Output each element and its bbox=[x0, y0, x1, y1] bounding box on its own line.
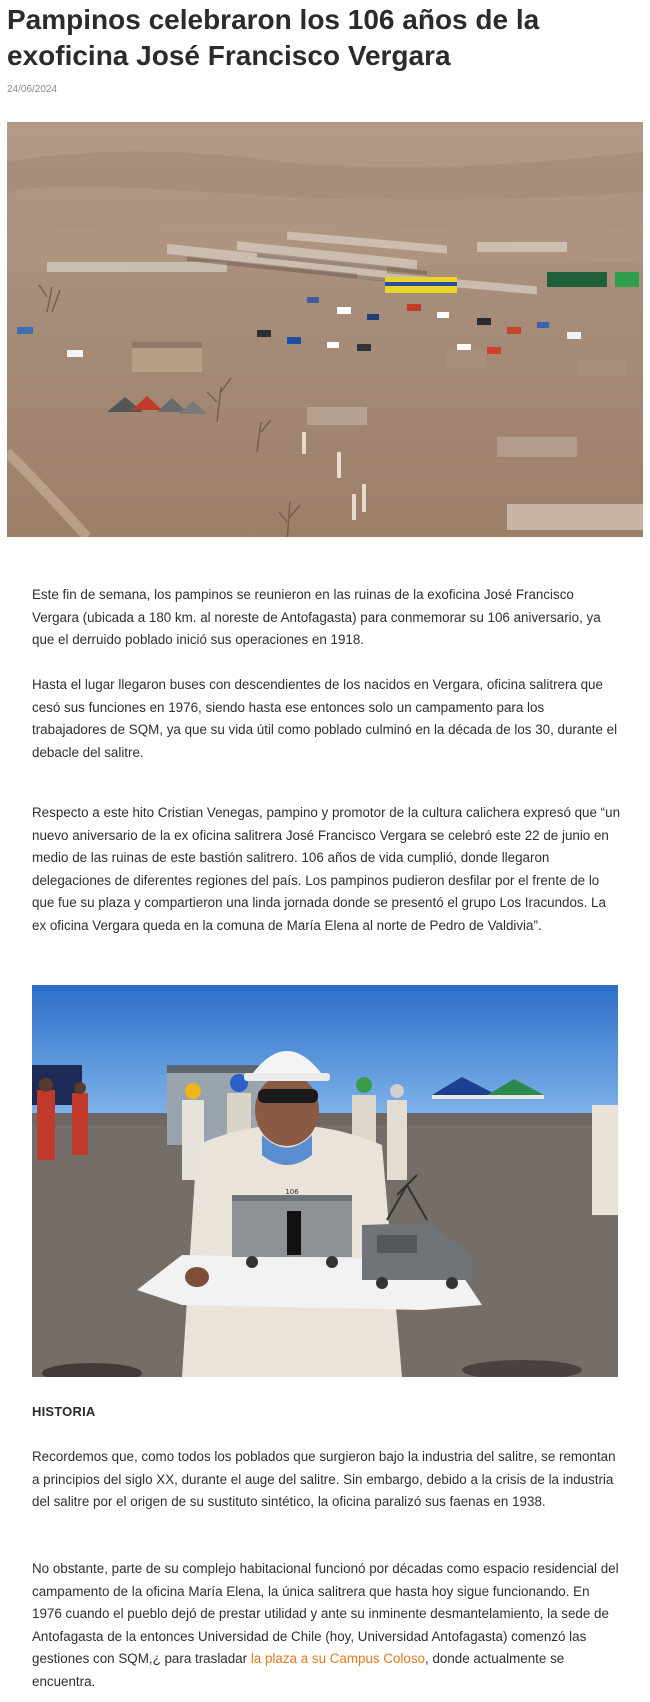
plaza-campus-coloso-link[interactable]: la plaza a su Campus Coloso bbox=[250, 1651, 425, 1667]
ruins-aerial-photo bbox=[7, 122, 643, 537]
paragraph-3: Respecto a este hito Cristian Venegas, pampino y promotor de la cultura calichera expresó que “un nuevo aniversario de la ex oficina salitrera José Francisco Vergara se celebró este 22 de junio en medio de las ruinas de este bastión salitrero. 106 años de vida cumplió, donde llegaron delegaciones de diferentes regiones del país. Los pampinos pudieron desfilar por el frente de lo que fue su plaza y compartieron una linda jornada donde se presentó el grupo Los Iracundos. La ex oficina Vergara queda en la comuna de María Elena al norte de Pedro de Valdivia”. bbox=[32, 805, 621, 933]
article-date: 24/06/2024 bbox=[7, 84, 58, 95]
article-title: Pampinos celebraron los 106 años de la exoficina José Francisco Vergara bbox=[7, 4, 540, 71]
woman-with-train-model-photo bbox=[32, 985, 618, 1377]
paragraph-2: Hasta el lugar llegaron buses con descendientes de los nacidos en Vergara, oficina salitrera que cesó sus funciones en 1976, siendo hasta ese entonces solo un campamento para los trabajadores de SQM, ya que su vida útil como poblado culminó en la década de los 30, durante el debacle del salitre. bbox=[32, 677, 618, 760]
paragraph-1: Este fin de semana, los pampinos se reunieron en las ruinas de la exoficina José Francisco Vergara (ubicada a 180 km. al noreste de Antofagasta) para conmemorar su 106 aniversario, ya que el derruido poblado inició sus operaciones en 1918. bbox=[32, 587, 601, 648]
section-heading-historia: HISTORIA bbox=[32, 1404, 96, 1419]
wagon-number-label: 106 bbox=[285, 1188, 299, 1196]
paragraph-5-text-after: , donde actualmente se encuentra. bbox=[32, 1651, 565, 1689]
paragraph-5 bbox=[32, 1558, 622, 1694]
paragraph-5-text-before: No obstante, parte de su complejo habitacional funcionó por décadas como espacio residencial del campamento de la oficina María Elena, la única salitrera que hasta hoy sigue funcionando. En 1976 cuando el pueblo dejó de prestar utilidad y ante su inminente desmantelamiento, la sede de Antofagasta de la entonces Universidad de Chile (hoy, Universidad Antofagasta) comenzó las gestiones con SQM,¿ para trasladar bbox=[32, 1561, 619, 1667]
paragraph-4: Recordemos que, como todos los poblados que surgieron bajo la industria del salitre, se remontan a principios del siglo XX, durante el auge del salitre. Sin embargo, debido a la crisis de la industria del salitre por el origen de su sustituto sintético, la oficina paralizó sus faenas en 1938. bbox=[32, 1449, 616, 1510]
